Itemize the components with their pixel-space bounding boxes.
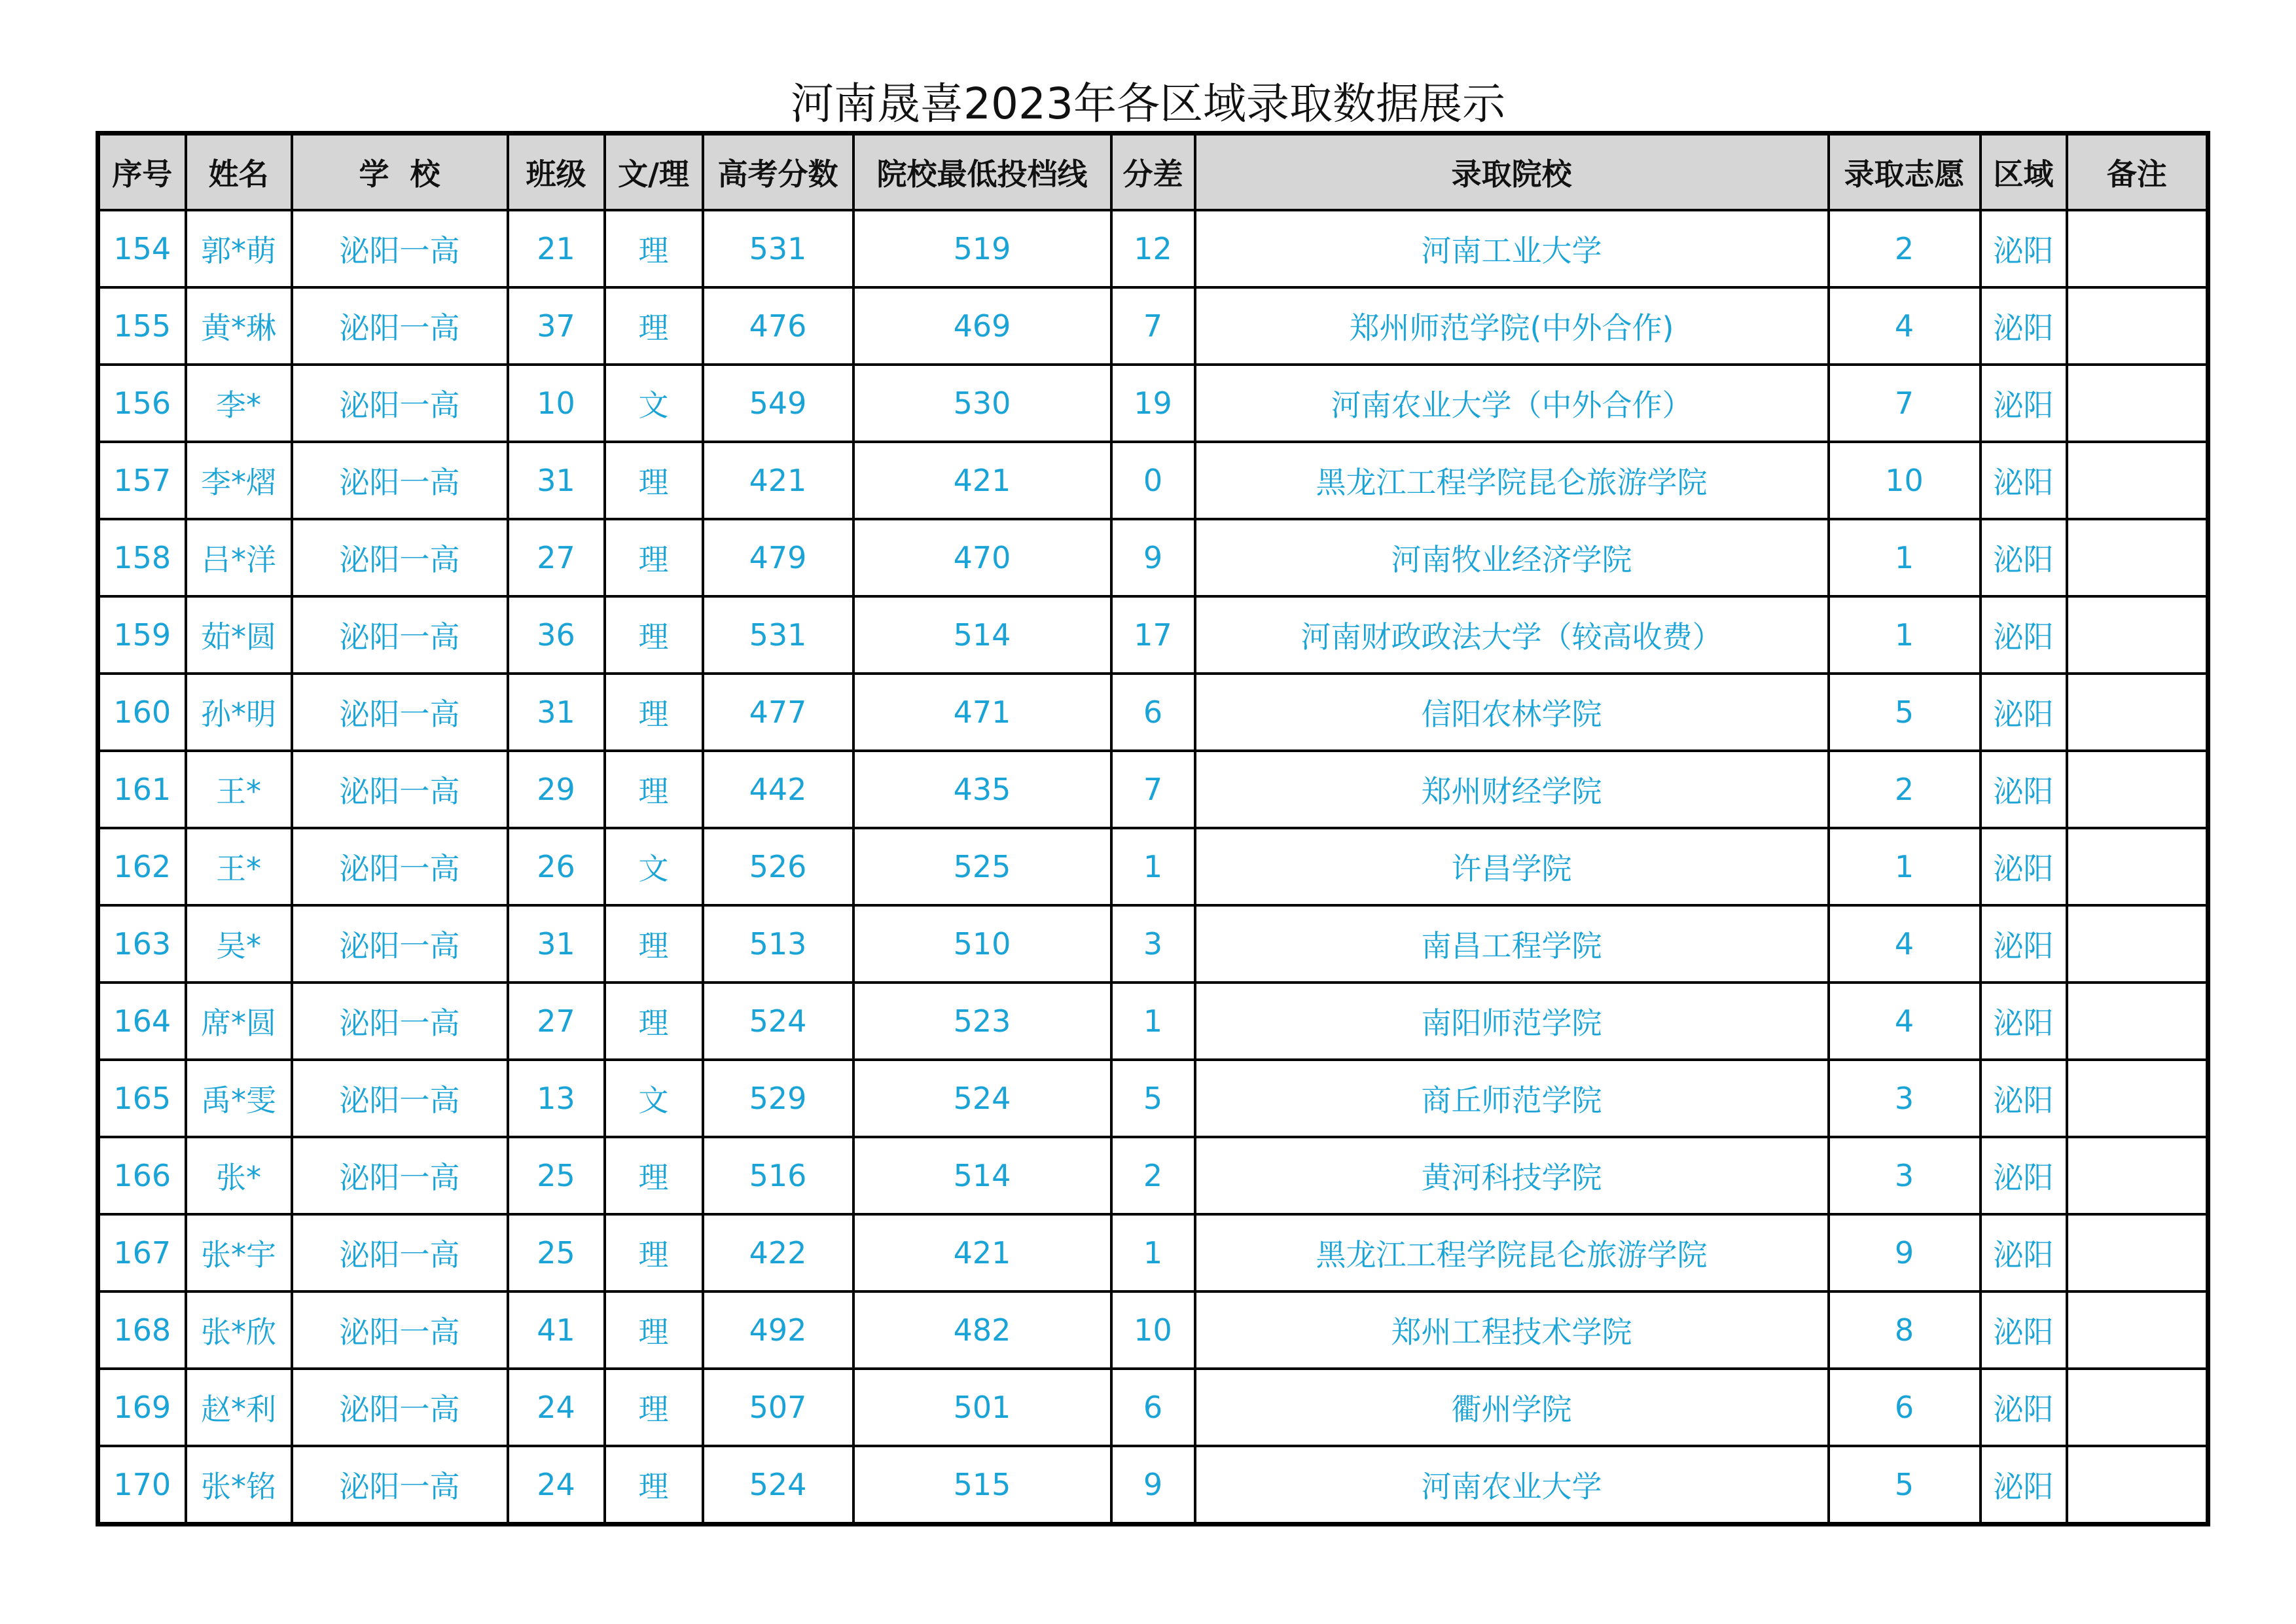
- seq-cell: 155: [98, 287, 186, 365]
- class-cell: 27: [508, 519, 605, 596]
- min-line-cell: 514: [853, 1137, 1111, 1214]
- region-cell: 泌阳: [1981, 210, 2067, 287]
- choice-cell: 10: [1829, 442, 1981, 519]
- class-cell: 27: [508, 983, 605, 1060]
- choice-cell: 1: [1829, 828, 1981, 905]
- track-cell: 理: [605, 905, 703, 983]
- seq-cell: 160: [98, 674, 186, 751]
- class-cell: 13: [508, 1060, 605, 1137]
- school-cell: 泌阳一高: [292, 365, 508, 442]
- table-row: [98, 210, 2208, 287]
- region-cell: 泌阳: [1981, 1137, 2067, 1214]
- name-cell: 郭*萌: [186, 210, 292, 287]
- name-cell: 吕*洋: [186, 519, 292, 596]
- remark-cell: [2067, 442, 2208, 519]
- remark-cell: [2067, 365, 2208, 442]
- class-cell: 31: [508, 905, 605, 983]
- min-line-cell: 525: [853, 828, 1111, 905]
- column-header-class: 班级: [508, 134, 605, 211]
- choice-cell: 5: [1829, 674, 1981, 751]
- school-cell: 泌阳一高: [292, 983, 508, 1060]
- seq-cell: 165: [98, 1060, 186, 1137]
- name-cell: 张*欣: [186, 1291, 292, 1369]
- column-header-score: 高考分数: [703, 134, 853, 211]
- choice-cell: 1: [1829, 596, 1981, 674]
- class-cell: 37: [508, 287, 605, 365]
- name-cell: 赵*利: [186, 1369, 292, 1446]
- track-cell: 理: [605, 1137, 703, 1214]
- school-cell: 泌阳一高: [292, 674, 508, 751]
- score-cell: 442: [703, 751, 853, 828]
- school-cell: 泌阳一高: [292, 519, 508, 596]
- remark-cell: [2067, 1369, 2208, 1446]
- name-cell: 孙*明: [186, 674, 292, 751]
- seq-cell: 154: [98, 210, 186, 287]
- min-line-cell: 469: [853, 287, 1111, 365]
- column-header-school: 学 校: [292, 134, 508, 211]
- score-cell: 477: [703, 674, 853, 751]
- seq-cell: 163: [98, 905, 186, 983]
- class-cell: 31: [508, 442, 605, 519]
- diff-cell: 2: [1111, 1137, 1195, 1214]
- admitted-school-cell: 河南财政政法大学（较高收费）: [1195, 596, 1829, 674]
- diff-cell: 10: [1111, 1291, 1195, 1369]
- choice-cell: 1: [1829, 519, 1981, 596]
- admitted-school-cell: 黄河科技学院: [1195, 1137, 1829, 1214]
- table-row: [98, 674, 2208, 751]
- min-line-cell: 435: [853, 751, 1111, 828]
- diff-cell: 0: [1111, 442, 1195, 519]
- column-header-region: 区域: [1981, 134, 2067, 211]
- diff-cell: 12: [1111, 210, 1195, 287]
- diff-cell: 5: [1111, 1060, 1195, 1137]
- school-cell: 泌阳一高: [292, 905, 508, 983]
- admitted-school-cell: 衢州学院: [1195, 1369, 1829, 1446]
- school-cell: 泌阳一高: [292, 1214, 508, 1291]
- admitted-school-cell: 黑龙江工程学院昆仑旅游学院: [1195, 1214, 1829, 1291]
- admitted-school-cell: 河南工业大学: [1195, 210, 1829, 287]
- track-cell: 理: [605, 1291, 703, 1369]
- diff-cell: 6: [1111, 674, 1195, 751]
- admitted-school-cell: 商丘师范学院: [1195, 1060, 1829, 1137]
- school-cell: 泌阳一高: [292, 596, 508, 674]
- track-cell: 文: [605, 1060, 703, 1137]
- choice-cell: 3: [1829, 1137, 1981, 1214]
- region-cell: 泌阳: [1981, 751, 2067, 828]
- min-line-cell: 519: [853, 210, 1111, 287]
- track-cell: 理: [605, 287, 703, 365]
- admitted-school-cell: 郑州财经学院: [1195, 751, 1829, 828]
- admitted-school-cell: 河南牧业经济学院: [1195, 519, 1829, 596]
- admitted-school-cell: 信阳农林学院: [1195, 674, 1829, 751]
- min-line-cell: 471: [853, 674, 1111, 751]
- track-cell: 理: [605, 1214, 703, 1291]
- class-cell: 25: [508, 1137, 605, 1214]
- region-cell: 泌阳: [1981, 519, 2067, 596]
- region-cell: 泌阳: [1981, 596, 2067, 674]
- name-cell: 张*宇: [186, 1214, 292, 1291]
- class-cell: 26: [508, 828, 605, 905]
- score-cell: 531: [703, 210, 853, 287]
- admission-table: [96, 131, 2210, 1526]
- column-header-remark: 备注: [2067, 134, 2208, 211]
- school-cell: 泌阳一高: [292, 1137, 508, 1214]
- remark-cell: [2067, 1214, 2208, 1291]
- region-cell: 泌阳: [1981, 1214, 2067, 1291]
- table-row: [98, 1214, 2208, 1291]
- score-cell: 531: [703, 596, 853, 674]
- table-row: [98, 828, 2208, 905]
- name-cell: 席*圆: [186, 983, 292, 1060]
- table-row: [98, 365, 2208, 442]
- score-cell: 524: [703, 1446, 853, 1525]
- name-cell: 黄*琳: [186, 287, 292, 365]
- remark-cell: [2067, 1060, 2208, 1137]
- seq-cell: 156: [98, 365, 186, 442]
- table-header-row: [98, 134, 2208, 211]
- table-row: [98, 905, 2208, 983]
- track-cell: 理: [605, 442, 703, 519]
- column-header-min-line: 院校最低投档线: [853, 134, 1111, 211]
- score-cell: 507: [703, 1369, 853, 1446]
- column-header-admitted-school: 录取院校: [1195, 134, 1829, 211]
- column-header-seq: 序号: [98, 134, 186, 211]
- region-cell: 泌阳: [1981, 828, 2067, 905]
- region-cell: 泌阳: [1981, 1060, 2067, 1137]
- region-cell: 泌阳: [1981, 287, 2067, 365]
- score-cell: 479: [703, 519, 853, 596]
- remark-cell: [2067, 1291, 2208, 1369]
- seq-cell: 167: [98, 1214, 186, 1291]
- min-line-cell: 421: [853, 1214, 1111, 1291]
- class-cell: 10: [508, 365, 605, 442]
- track-cell: 理: [605, 751, 703, 828]
- table-row: [98, 1369, 2208, 1446]
- region-cell: 泌阳: [1981, 365, 2067, 442]
- column-header-choice: 录取志愿: [1829, 134, 1981, 211]
- seq-cell: 166: [98, 1137, 186, 1214]
- table-row: [98, 1446, 2208, 1525]
- class-cell: 41: [508, 1291, 605, 1369]
- school-cell: 泌阳一高: [292, 1369, 508, 1446]
- region-cell: 泌阳: [1981, 1446, 2067, 1525]
- column-header-diff: 分差: [1111, 134, 1195, 211]
- score-cell: 526: [703, 828, 853, 905]
- school-cell: 泌阳一高: [292, 1060, 508, 1137]
- remark-cell: [2067, 1446, 2208, 1525]
- score-cell: 529: [703, 1060, 853, 1137]
- admitted-school-cell: 南阳师范学院: [1195, 983, 1829, 1060]
- name-cell: 禹*雯: [186, 1060, 292, 1137]
- name-cell: 李*: [186, 365, 292, 442]
- choice-cell: 3: [1829, 1060, 1981, 1137]
- diff-cell: 19: [1111, 365, 1195, 442]
- class-cell: 25: [508, 1214, 605, 1291]
- seq-cell: 158: [98, 519, 186, 596]
- school-cell: 泌阳一高: [292, 442, 508, 519]
- min-line-cell: 515: [853, 1446, 1111, 1525]
- score-cell: 513: [703, 905, 853, 983]
- min-line-cell: 524: [853, 1060, 1111, 1137]
- min-line-cell: 470: [853, 519, 1111, 596]
- choice-cell: 4: [1829, 905, 1981, 983]
- remark-cell: [2067, 519, 2208, 596]
- diff-cell: 1: [1111, 983, 1195, 1060]
- seq-cell: 164: [98, 983, 186, 1060]
- track-cell: 文: [605, 828, 703, 905]
- table-row: [98, 1137, 2208, 1214]
- diff-cell: 7: [1111, 751, 1195, 828]
- table-row: [98, 519, 2208, 596]
- admitted-school-cell: 许昌学院: [1195, 828, 1829, 905]
- min-line-cell: 501: [853, 1369, 1111, 1446]
- diff-cell: 9: [1111, 1446, 1195, 1525]
- region-cell: 泌阳: [1981, 1369, 2067, 1446]
- score-cell: 516: [703, 1137, 853, 1214]
- seq-cell: 157: [98, 442, 186, 519]
- seq-cell: 169: [98, 1369, 186, 1446]
- school-cell: 泌阳一高: [292, 828, 508, 905]
- score-cell: 524: [703, 983, 853, 1060]
- choice-cell: 7: [1829, 365, 1981, 442]
- class-cell: 36: [508, 596, 605, 674]
- remark-cell: [2067, 905, 2208, 983]
- diff-cell: 9: [1111, 519, 1195, 596]
- class-cell: 24: [508, 1369, 605, 1446]
- choice-cell: 9: [1829, 1214, 1981, 1291]
- class-cell: 29: [508, 751, 605, 828]
- seq-cell: 159: [98, 596, 186, 674]
- remark-cell: [2067, 596, 2208, 674]
- track-cell: 理: [605, 519, 703, 596]
- seq-cell: 170: [98, 1446, 186, 1525]
- admitted-school-cell: 南昌工程学院: [1195, 905, 1829, 983]
- choice-cell: 4: [1829, 983, 1981, 1060]
- remark-cell: [2067, 674, 2208, 751]
- remark-cell: [2067, 1137, 2208, 1214]
- table-row: [98, 983, 2208, 1060]
- diff-cell: 6: [1111, 1369, 1195, 1446]
- min-line-cell: 514: [853, 596, 1111, 674]
- school-cell: 泌阳一高: [292, 210, 508, 287]
- score-cell: 421: [703, 442, 853, 519]
- admitted-school-cell: 郑州师范学院(中外合作): [1195, 287, 1829, 365]
- remark-cell: [2067, 210, 2208, 287]
- region-cell: 泌阳: [1981, 674, 2067, 751]
- column-header-name: 姓名: [186, 134, 292, 211]
- name-cell: 茹*圆: [186, 596, 292, 674]
- track-cell: 理: [605, 210, 703, 287]
- remark-cell: [2067, 983, 2208, 1060]
- school-cell: 泌阳一高: [292, 1446, 508, 1525]
- score-cell: 422: [703, 1214, 853, 1291]
- score-cell: 476: [703, 287, 853, 365]
- school-cell: 泌阳一高: [292, 751, 508, 828]
- table-row: [98, 287, 2208, 365]
- min-line-cell: 421: [853, 442, 1111, 519]
- seq-cell: 168: [98, 1291, 186, 1369]
- admitted-school-cell: 河南农业大学: [1195, 1446, 1829, 1525]
- name-cell: 王*: [186, 828, 292, 905]
- page-title: 河南晟喜2023年各区域录取数据展示: [791, 79, 1505, 129]
- min-line-cell: 530: [853, 365, 1111, 442]
- column-header-track: 文/理: [605, 134, 703, 211]
- admitted-school-cell: 河南农业大学（中外合作）: [1195, 365, 1829, 442]
- track-cell: 理: [605, 596, 703, 674]
- name-cell: 张*铭: [186, 1446, 292, 1525]
- diff-cell: 17: [1111, 596, 1195, 674]
- remark-cell: [2067, 828, 2208, 905]
- track-cell: 理: [605, 1369, 703, 1446]
- track-cell: 理: [605, 674, 703, 751]
- admitted-school-cell: 黑龙江工程学院昆仑旅游学院: [1195, 442, 1829, 519]
- choice-cell: 2: [1829, 210, 1981, 287]
- school-cell: 泌阳一高: [292, 287, 508, 365]
- table-row: [98, 1291, 2208, 1369]
- min-line-cell: 510: [853, 905, 1111, 983]
- name-cell: 李*熠: [186, 442, 292, 519]
- region-cell: 泌阳: [1981, 905, 2067, 983]
- name-cell: 吴*: [186, 905, 292, 983]
- diff-cell: 7: [1111, 287, 1195, 365]
- table-row: [98, 751, 2208, 828]
- track-cell: 理: [605, 983, 703, 1060]
- choice-cell: 4: [1829, 287, 1981, 365]
- class-cell: 31: [508, 674, 605, 751]
- score-cell: 492: [703, 1291, 853, 1369]
- table-row: [98, 1060, 2208, 1137]
- table-row: [98, 596, 2208, 674]
- diff-cell: 1: [1111, 1214, 1195, 1291]
- diff-cell: 1: [1111, 828, 1195, 905]
- track-cell: 理: [605, 1446, 703, 1525]
- class-cell: 21: [508, 210, 605, 287]
- name-cell: 王*: [186, 751, 292, 828]
- seq-cell: 162: [98, 828, 186, 905]
- remark-cell: [2067, 287, 2208, 365]
- table-body: [98, 210, 2208, 1525]
- choice-cell: 5: [1829, 1446, 1981, 1525]
- min-line-cell: 523: [853, 983, 1111, 1060]
- score-cell: 549: [703, 365, 853, 442]
- table-row: [98, 442, 2208, 519]
- admitted-school-cell: 郑州工程技术学院: [1195, 1291, 1829, 1369]
- region-cell: 泌阳: [1981, 1291, 2067, 1369]
- choice-cell: 2: [1829, 751, 1981, 828]
- seq-cell: 161: [98, 751, 186, 828]
- school-cell: 泌阳一高: [292, 1291, 508, 1369]
- choice-cell: 6: [1829, 1369, 1981, 1446]
- class-cell: 24: [508, 1446, 605, 1525]
- region-cell: 泌阳: [1981, 983, 2067, 1060]
- track-cell: 文: [605, 365, 703, 442]
- choice-cell: 8: [1829, 1291, 1981, 1369]
- remark-cell: [2067, 751, 2208, 828]
- region-cell: 泌阳: [1981, 442, 2067, 519]
- min-line-cell: 482: [853, 1291, 1111, 1369]
- name-cell: 张*: [186, 1137, 292, 1214]
- diff-cell: 3: [1111, 905, 1195, 983]
